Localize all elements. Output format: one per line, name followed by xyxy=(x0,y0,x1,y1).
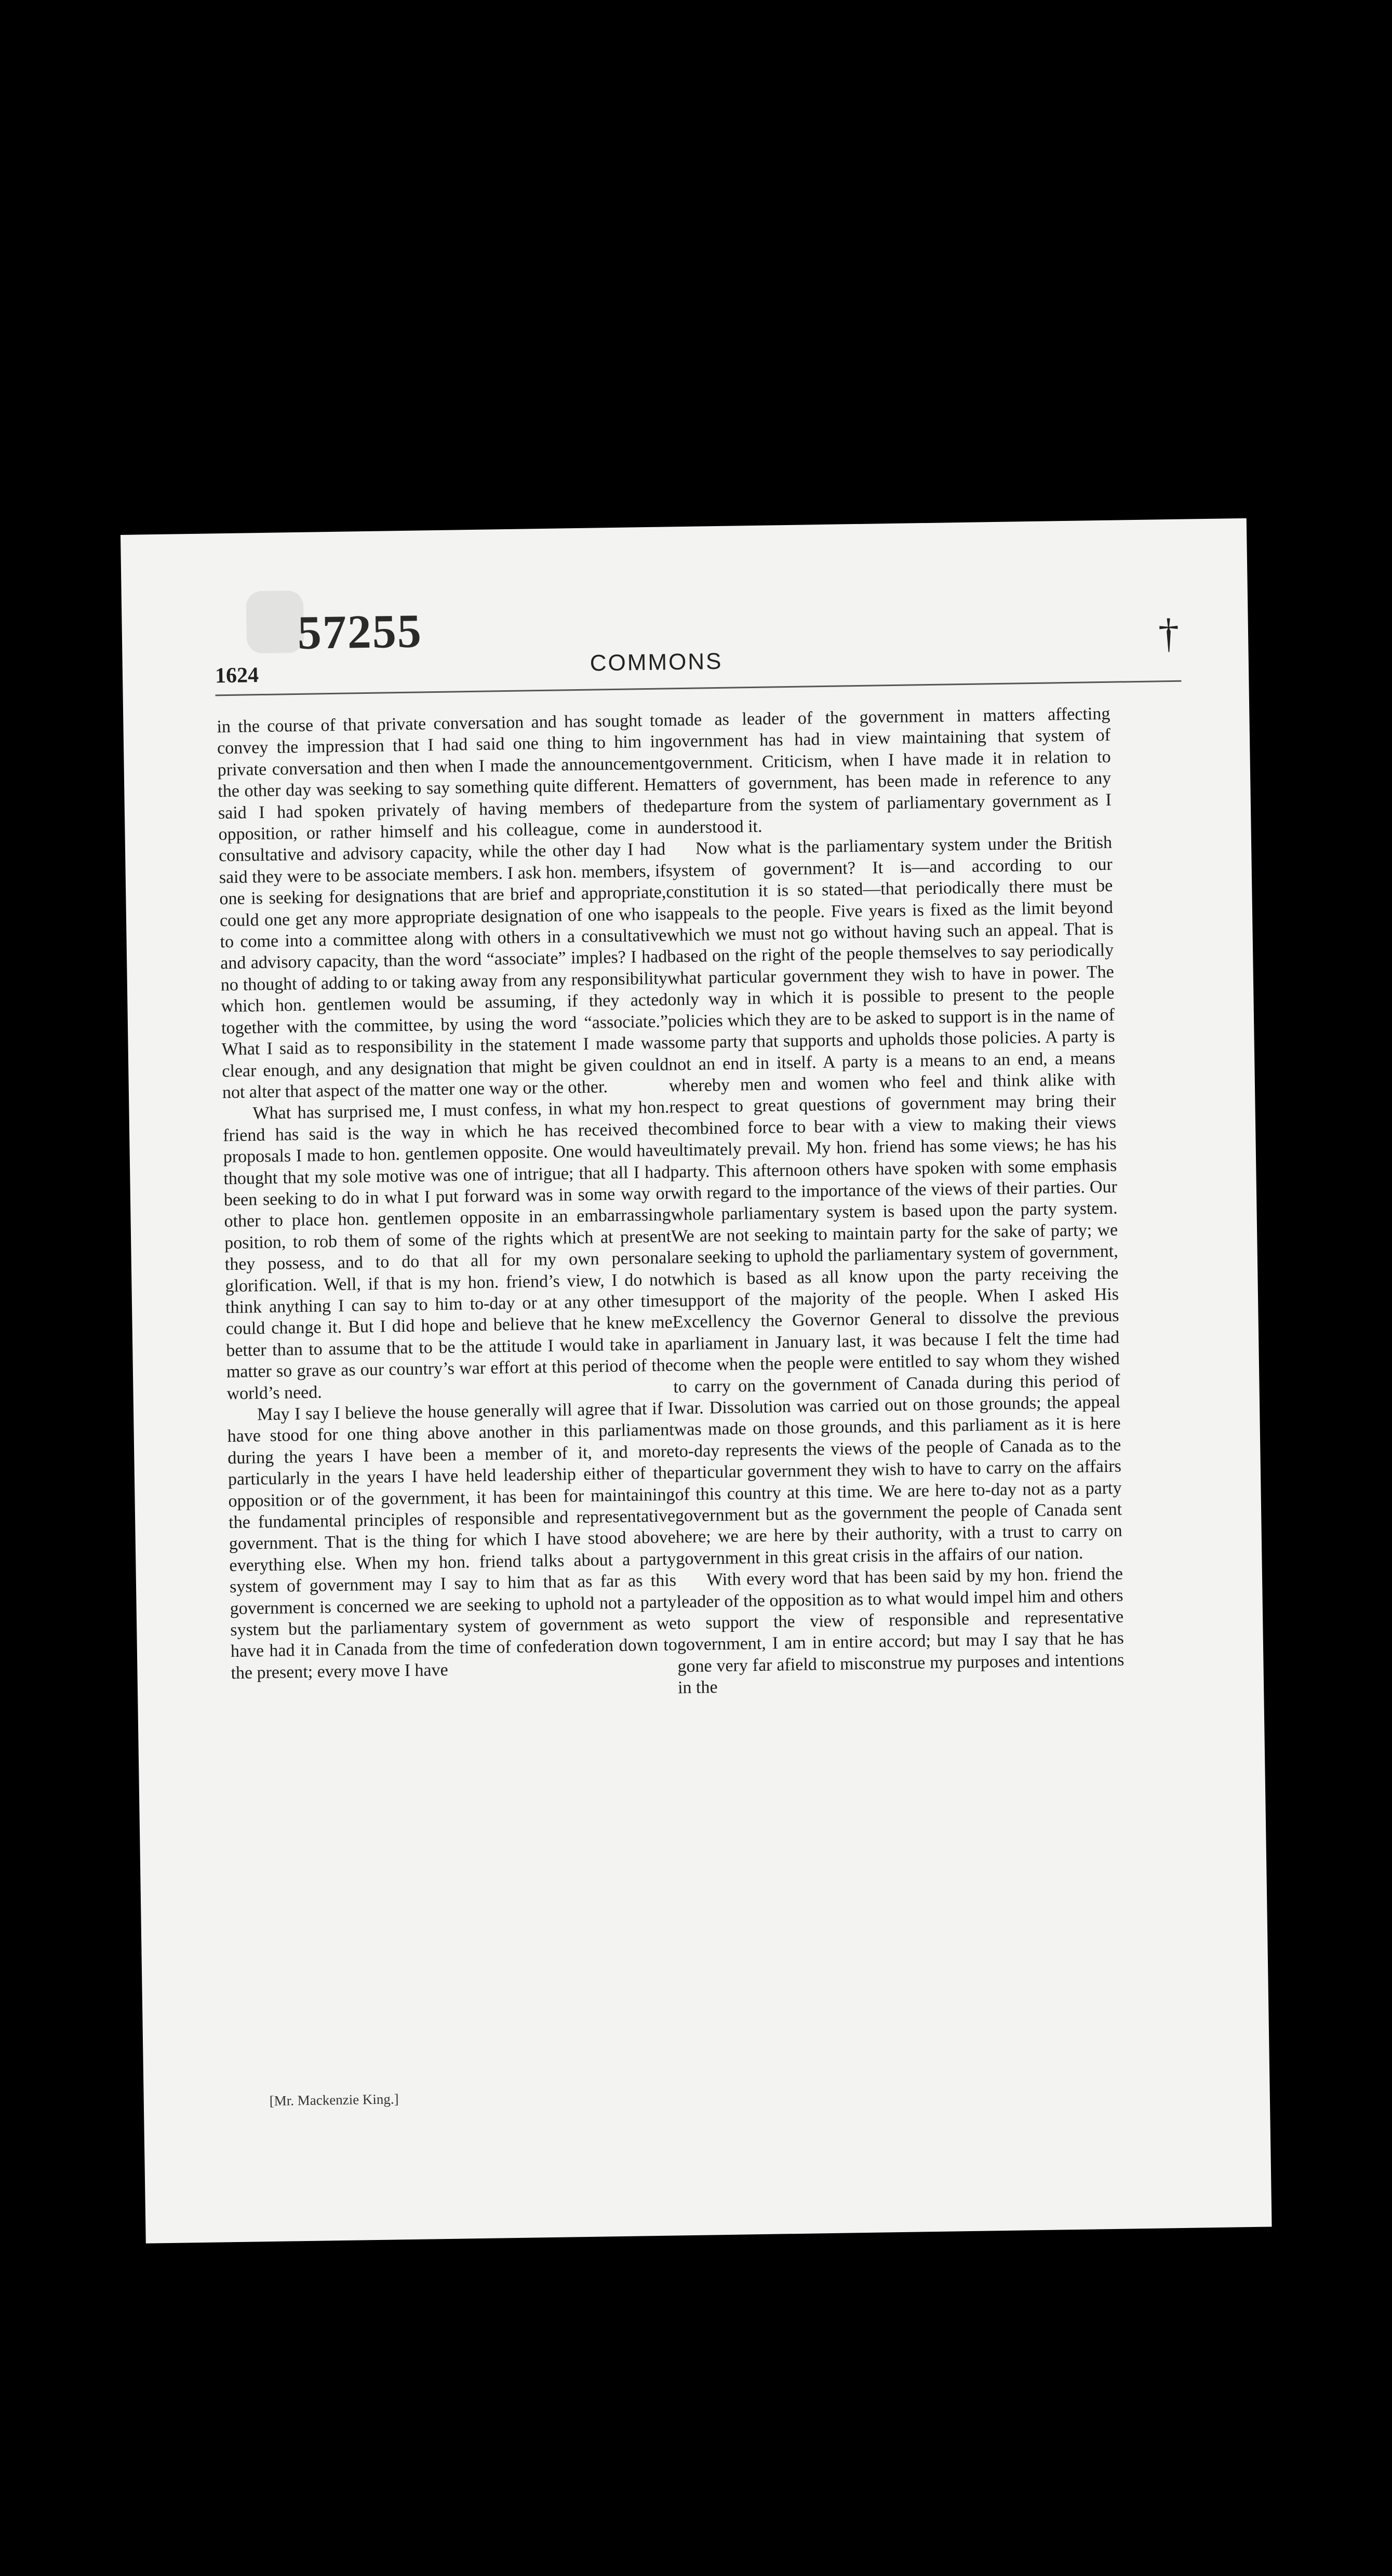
paragraph: in the course of that private conversation and has sought to convey the impression that I had said one thing to him in private conversation and then when I made the announcement the other day was seeking to say something quite different. He said I had spoken privately of having members of the opposition, or rather himself and his colleague, come in a consultative and advisory capacity, while the other day I had said they were to be associate members. I ask hon. members, if one is seeking for designations that are brief and appropriate, could one get any more appropriate designation of one who is to come into a committee along with others in a consultative and advisory capacity, than the word “associate” imples? I had no thought of adding to or taking away from any responsibility which hon. gentlemen would be assuming, if they acted together with the committee, by using the word “associate.” What I said as to responsibility in the statement I made was clear enough, and any designation that might be given could not alter that aspect of the matter one way or the other. xyxy=(217,710,669,1103)
margin-dagger-mark: † xyxy=(1158,610,1180,657)
paragraph: With every word that has been said by my hon. friend the leader of the opposition as to what would impel him and others to support the view of responsible and representative government, I am in entire accord; but may I say that he has gone very far afield to misconstrue my purposes and intentions in the xyxy=(676,1564,1125,1698)
faded-stamp-mark xyxy=(246,591,304,654)
document-page xyxy=(121,518,1272,2244)
paragraph: What has surprised me, I must confess, in what my hon. friend has said is the way in which he has received the proposals I made to hon. gentlemen opposite. One would have thought that my sole motive was one of intrigue; that all I had been seeking to do in what I put forward was in some way or other to place hon. gentlemen opposite in an embarrassing position, to rob them of some of the rights which at present they possess, and to do that all for my own personal glorification. Well, if that is my hon. friend’s view, I do not think anything I can say to him to-day or at any other time could change it. But I did hope and believe that he knew me better than to assume that to be the attitude I would take in a matter so grave as our country’s war effort at this period of the world’s need. xyxy=(222,1097,674,1403)
paragraph: Now what is the parliamentary system under the British system of government? It is—and according to our constitution it is so stated—that periodically there must be appeals to the people. Five years is fixed as the limit beyond which we must not go without having such an appeal. That is based on the right of the people themselves to say periodically what particular government they wish to have in power. The only way in which it is possible to present to the people policies which they are to be asked to support is in the name of some party that supports and upholds those policies. A party is not an end in itself. A party is a means to an end, a means whereby men and women who feel and think alike with respect to great questions of government may bring their combined force to bear with a view to making their views ultimately prevail. My hon. friend has some views; he has his party. This afternoon others have spoken with some emphasis with regard to the importance of the views of their parties. Our whole parliamentary system is based upon the party system. We are not seeking to maintain party for the sake of party; we are seeking to uphold the parliamentary system of government, which is based as all know upon the party receiving the support of the majority of the people. When I asked His Excellency the Governor General to dissolve the previous parliament in January last, it was because I felt the time had come when the people were entitled to say whom they wished to carry on the government of Canada during this period of war. Dissolution was carried out on those grounds; the appeal was made on those grounds, and this parliament as it is here to-day represents the views of the people of Canada as to the particular government they wish to have to carry on the affairs of this country at this time. We are here to-day not as a party government but as the government the people of Canada sent here; we are here by their authority, with a trust to carry on government in this great crisis in the affairs of our nation. xyxy=(665,833,1122,1569)
paragraph: made as leader of the government in matters affecting government has had in view maintaining that system of government. Criticism, when I have made it in relation to matters of government, has been made in reference to any departure from the system of parliamentary government as I understood it. xyxy=(663,704,1112,838)
archive-stamp-number: 57255 xyxy=(297,604,423,659)
page-number: 1624 xyxy=(215,663,259,688)
paragraph: May I say I believe the house generally will agree that if I have stood for one thing above another in this parliament during the years I have been a member of it, and more particularly in the years I have held leadership either of the opposition or of the government, it has been for maintaining the fundamental principles of responsible and representative government. That is the thing for which I have stood above everything else. When my hon. friend talks about a party system of government may I say to him that as far as this government is concerned we are seeking to uphold not a party system but the parliamentary system of government as we have had it in Canada from the time of confederation down to the present; every move I have xyxy=(227,1399,678,1683)
speaker-attribution: [Mr. Mackenzie King.] xyxy=(269,2091,399,2109)
left-column xyxy=(217,710,678,1684)
running-head: COMMONS xyxy=(590,648,723,676)
header-rule xyxy=(216,680,1182,696)
right-column xyxy=(663,703,1125,1699)
